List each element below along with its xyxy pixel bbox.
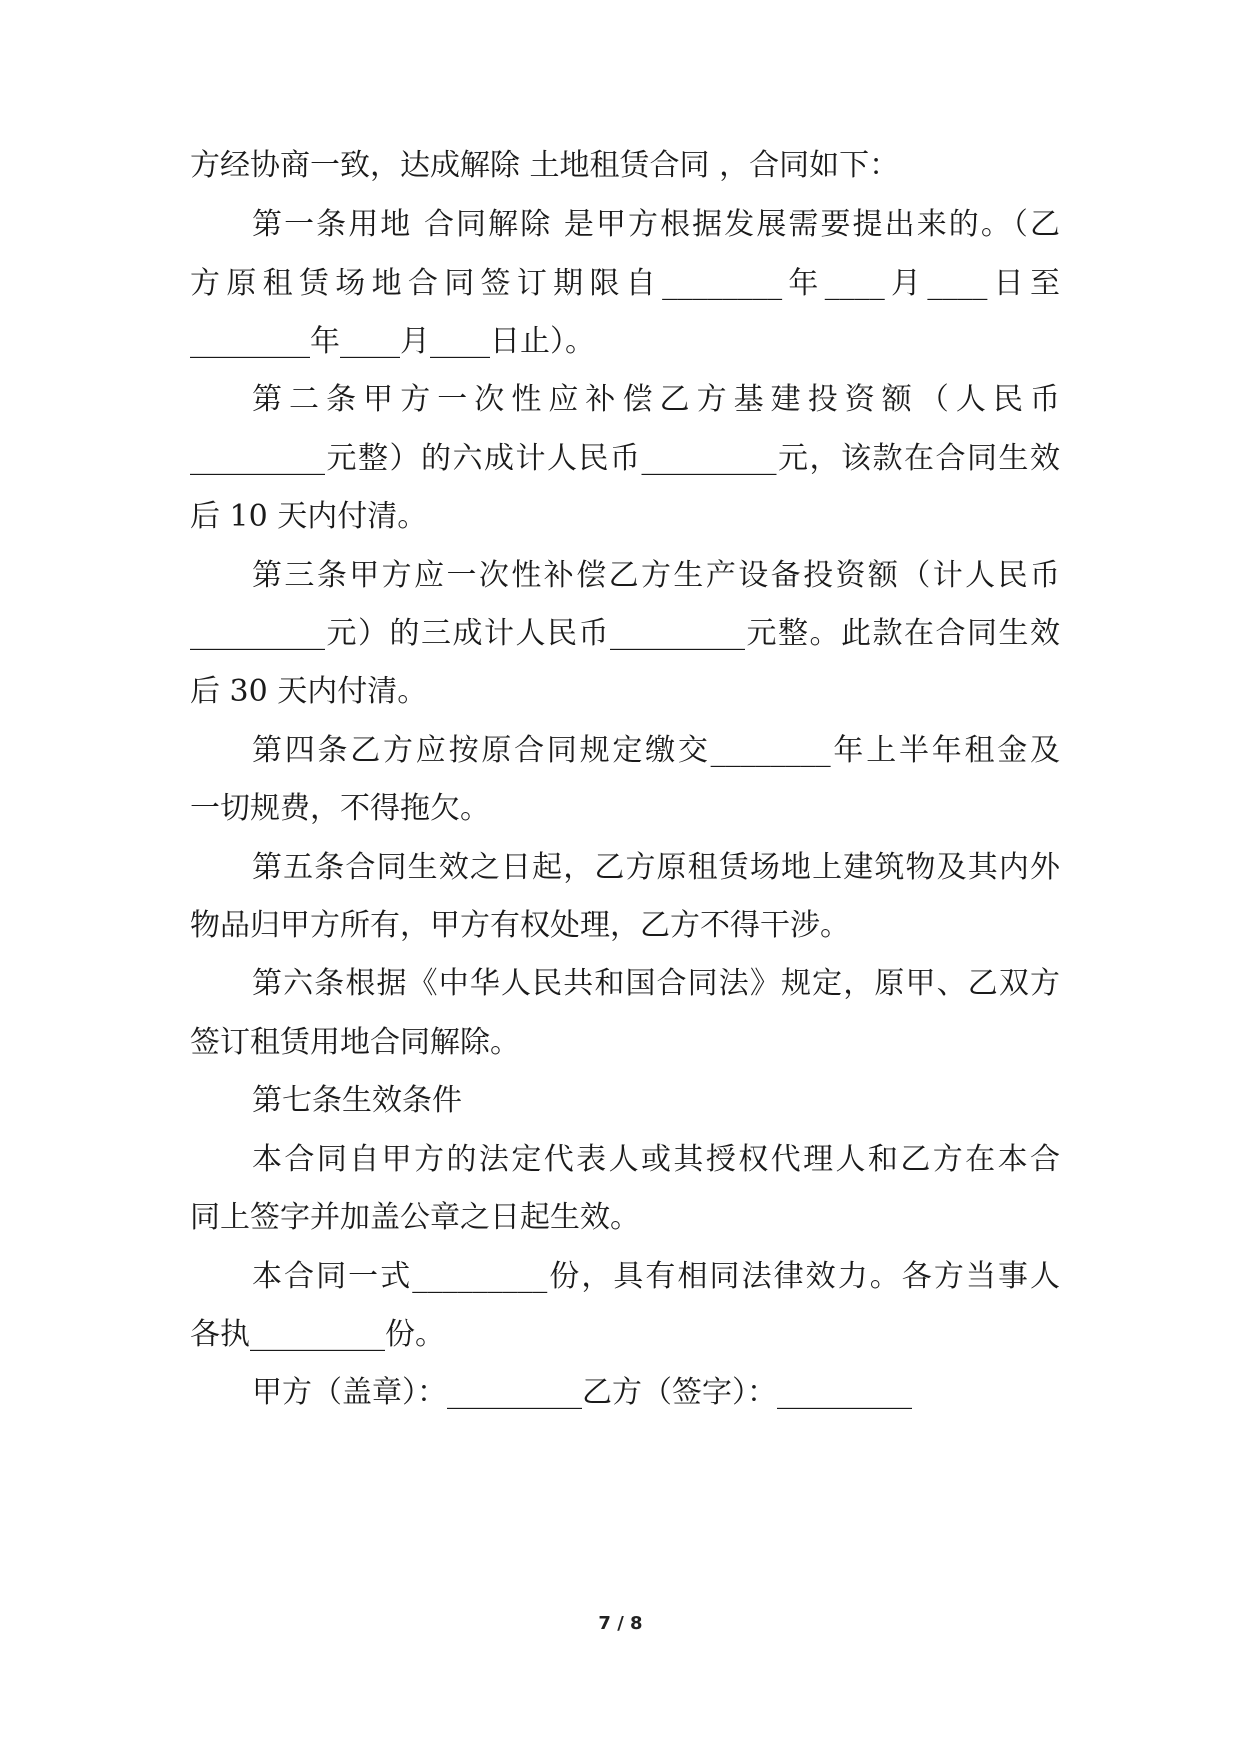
article-1-line-2: 方原租赁场地合同签订期限自________年____月____日至 (190, 266, 1060, 301)
effect-clause-line-1: 本合同自甲方的法定代表人或其授权代理人和乙方在本合 (252, 1142, 1060, 1177)
article-3-line-2: _________元）的三成计人民币_________元整。此款在合同生效 (190, 616, 1060, 651)
article-2-line-3: 后 10 天内付清。 (190, 499, 428, 534)
article-7-heading: 第七条生效条件 (252, 1083, 462, 1118)
article-3-line-1: 第三条甲方应一次性补偿乙方生产设备投资额（计人民币 (252, 558, 1060, 593)
article-4-line-1: 第四条乙方应按原合同规定缴交________年上半年租金及 (252, 733, 1060, 768)
signature-line: 甲方（盖章）：_________乙方（签字）：_________ (252, 1375, 912, 1410)
article-1-line-1: 第一条用地 合同解除 是甲方根据发展需要提出来的。（乙 (252, 207, 1060, 242)
article-2-line-1: 第二条甲方一次性应补偿乙方基建投资额（人民币 (252, 382, 1060, 417)
copies-clause-line-2: 各执_________份。 (190, 1317, 445, 1352)
article-3-line-3: 后 30 天内付清。 (190, 674, 428, 709)
article-6-line-2: 签订租赁用地合同解除。 (190, 1025, 520, 1060)
effect-clause-line-2: 同上签字并加盖公章之日起生效。 (190, 1200, 640, 1235)
article-4-line-2: 一切规费，不得拖欠。 (190, 791, 490, 826)
article-1-line-3: ________年____月____日止）。 (190, 324, 595, 359)
article-5-line-1: 第五条合同生效之日起，乙方原租赁场地上建筑物及其内外 (252, 850, 1060, 885)
copies-clause-line-1: 本合同一式_________份，具有相同法律效力。各方当事人 (252, 1259, 1060, 1294)
text-line-1: 方经协商一致，达成解除 土地租赁合同 ，合同如下： (190, 148, 900, 183)
article-6-line-1: 第六条根据《中华人民共和国合同法》规定，原甲、乙双方 (252, 966, 1060, 1001)
article-2-line-2: _________元整）的六成计人民币_________元，该款在合同生效 (190, 441, 1060, 476)
page-number: 7 / 8 (598, 1613, 643, 1634)
article-5-line-2: 物品归甲方所有，甲方有权处理，乙方不得干涉。 (190, 908, 850, 943)
